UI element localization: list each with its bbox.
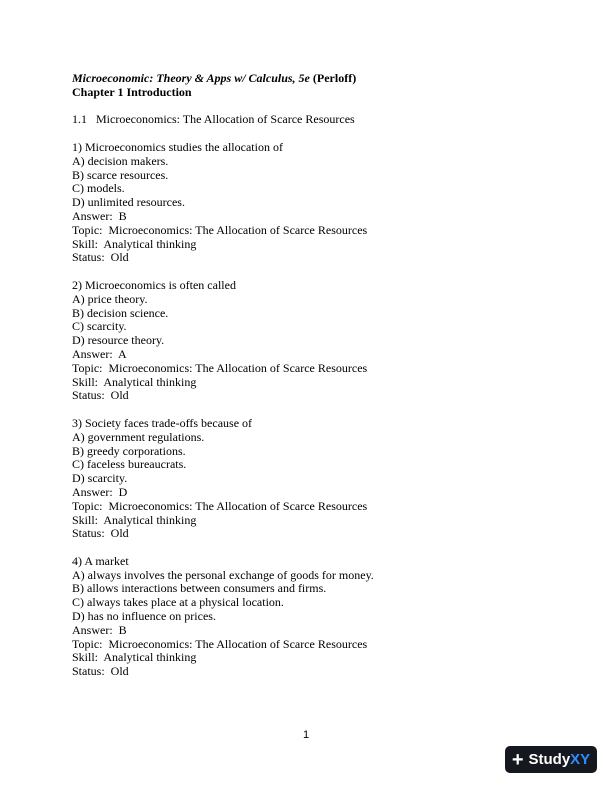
question-block xyxy=(72,141,542,265)
answer-line: Answer: D xyxy=(72,484,128,499)
answer-option: A) always involves the personal exchange of goods for money. xyxy=(72,567,374,582)
question-block xyxy=(72,279,542,403)
studyxy-badge[interactable] xyxy=(505,746,597,773)
section-heading: 1.1 Microeconomics: The Allocation of Scarce Resources xyxy=(72,112,355,127)
status-line: Status: Old xyxy=(72,664,129,679)
book-title: Microeconomic: Theory & Apps w/ Calculus, 5e xyxy=(72,71,310,85)
answer-option: D) has no influence on prices. xyxy=(72,609,216,624)
answer-option: B) decision science. xyxy=(72,305,169,320)
skill-line: Skill: Analytical thinking xyxy=(72,650,197,665)
answer-option: C) always takes place at a physical location. xyxy=(72,595,284,610)
question-block xyxy=(72,417,542,541)
skill-line: Skill: Analytical thinking xyxy=(72,236,197,251)
question-text: 4) A market xyxy=(72,553,129,568)
question-block xyxy=(72,555,542,679)
question-text: 3) Society faces trade-offs because of xyxy=(72,415,253,430)
page-number: 1 xyxy=(302,729,310,741)
answer-option: C) models. xyxy=(72,181,125,196)
answer-option: B) scarce resources. xyxy=(72,167,169,182)
answer-line: Answer: A xyxy=(72,346,127,361)
question-text: 2) Microeconomics is often called xyxy=(72,277,236,292)
skill-line: Skill: Analytical thinking xyxy=(72,512,197,527)
topic-line: Topic: Microeconomics: The Allocation of Scarce Resources xyxy=(72,360,368,375)
answer-line: Answer: B xyxy=(72,622,127,637)
header-title xyxy=(72,72,542,86)
answer-line: Answer: B xyxy=(72,208,127,223)
answer-option: B) allows interactions between consumers and firms. xyxy=(72,581,327,596)
question-text: 1) Microeconomics studies the allocation of xyxy=(72,139,283,154)
answer-option: A) decision makers. xyxy=(72,153,169,168)
answer-option: D) resource theory. xyxy=(72,333,165,348)
book-author: (Perloff) xyxy=(309,71,357,85)
skill-line: Skill: Analytical thinking xyxy=(72,374,197,389)
answer-option: B) greedy corporations. xyxy=(72,443,186,458)
topic-line: Topic: Microeconomics: The Allocation of Scarce Resources xyxy=(72,498,368,513)
answer-option: C) faceless bureaucrats. xyxy=(72,457,187,472)
answer-option: D) unlimited resources. xyxy=(72,195,185,210)
answer-option: A) government regulations. xyxy=(72,429,205,444)
document-page xyxy=(72,72,542,679)
answer-option: D) scarcity. xyxy=(72,471,128,486)
answer-option: C) scarcity. xyxy=(72,319,127,334)
question-list xyxy=(72,141,542,679)
status-line: Status: Old xyxy=(72,250,129,265)
status-line: Status: Old xyxy=(72,526,129,541)
chapter-heading: Chapter 1 Introduction xyxy=(72,84,192,99)
topic-line: Topic: Microeconomics: The Allocation of Scarce Resources xyxy=(72,222,368,237)
plus-icon: + xyxy=(511,748,524,771)
answer-option: A) price theory. xyxy=(72,291,148,306)
status-line: Status: Old xyxy=(72,388,129,403)
studyxy-logo-text: StudyXY xyxy=(528,750,591,768)
topic-line: Topic: Microeconomics: The Allocation of Scarce Resources xyxy=(72,636,368,651)
